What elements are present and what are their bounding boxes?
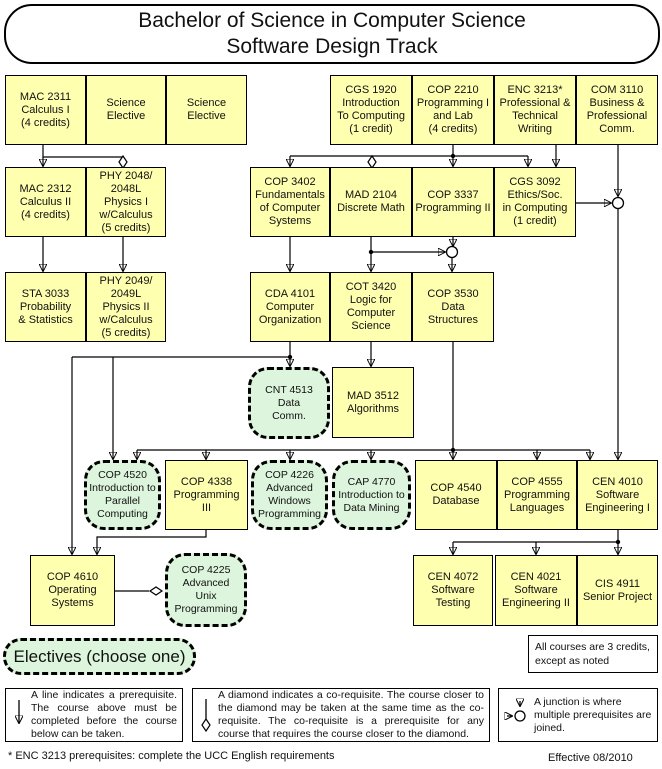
course-box-text: Data (441, 300, 465, 313)
course-box-text: CEN 4072 (427, 571, 479, 583)
course-box-text: MAC 2311 (19, 90, 72, 103)
course-box-text: To Computing (337, 110, 405, 122)
course-box-text: Windows (268, 495, 311, 507)
course-box-text: MAC 2312 (19, 182, 72, 195)
course-box-science-elective-1 (86, 75, 166, 145)
legend-corequisite (192, 688, 490, 742)
legend-junction-text: A junction is where multiple prerequisites are joined. (534, 695, 652, 734)
course-box-science-elective-2 (166, 75, 247, 145)
line-join-dot (616, 540, 620, 544)
course-box-text: Data (277, 396, 301, 409)
course-box-text: COT 3420 (345, 281, 397, 293)
course-box-text: COP 4520 (98, 469, 147, 481)
course-box-text: and Lab (433, 110, 473, 122)
course-box-cen4072 (413, 555, 493, 626)
course-box-text: STA 3033 (21, 287, 70, 300)
course-box-text: CDA 4101 (264, 287, 316, 300)
course-box-text: COP 4225 (181, 564, 231, 576)
course-box-text: Logic for (349, 294, 393, 306)
course-box-cis4911 (577, 555, 658, 626)
course-box-text: Comm. (272, 409, 306, 422)
course-box-cop4610 (30, 555, 115, 626)
corequisite-diamond (150, 587, 162, 595)
course-box-text: Introduction (342, 97, 400, 109)
course-box-text: Elective (187, 110, 226, 122)
credits-note-box (528, 635, 658, 673)
course-box-text: CGS 1920 (345, 84, 397, 96)
course-box-text: Data Mining (343, 501, 400, 514)
course-box-text: COM 3110 (590, 84, 644, 96)
course-box-text: Systems (51, 597, 94, 609)
course-box-cop4226 (251, 460, 328, 530)
line-join-dot (451, 154, 455, 158)
course-box-text: Algorithms (347, 402, 399, 415)
effective-date: Effective 08/2010 (548, 752, 633, 764)
course-box-text: w/Calculus (99, 313, 153, 326)
course-box-text: Advanced (266, 482, 313, 494)
legend-junction (498, 688, 658, 742)
junction-circle (613, 198, 624, 209)
course-box-text: (1 credit) (513, 215, 557, 227)
course-box-text: COP 4555 (511, 475, 563, 488)
junction-circle (447, 247, 458, 258)
course-box-text: Business & (589, 97, 645, 109)
course-box-text: of Computer (259, 202, 321, 214)
course-box-text: (5 credits) (101, 221, 151, 234)
course-box-text: Writing (517, 123, 553, 135)
course-box-text: Technical (512, 110, 558, 122)
course-box-text: Organization (258, 313, 322, 326)
line-join-dot (451, 448, 455, 452)
course-box-cop4338 (165, 460, 248, 530)
course-box-text: Physics II (102, 300, 150, 313)
prerequisite-line (97, 530, 206, 554)
course-box-cop4540 (415, 460, 497, 530)
course-box-cgs3092 (494, 167, 576, 237)
line-join-dot (288, 355, 292, 359)
enc-prerequisite-footnote: * ENC 3213 prerequisites: complete the UCC English requirements (8, 750, 335, 762)
course-box-text: Programming (257, 508, 322, 520)
course-box-cot3420 (330, 272, 412, 342)
course-box-text: Discrete Math (337, 202, 405, 214)
legend-prerequisite (5, 688, 183, 742)
course-box-text: COP 4226 (265, 469, 314, 481)
course-box-text: Science (351, 320, 391, 332)
course-box-text: Professional & (499, 97, 571, 109)
course-box-text: Structures (427, 313, 479, 326)
course-box-text: Science (186, 97, 227, 109)
course-box-text: Elective (106, 110, 146, 122)
line-join-dot (369, 250, 373, 254)
course-box-text: Software (431, 584, 475, 596)
course-box-text: & Statistics (18, 313, 73, 326)
course-box-text: Introduction to (338, 488, 405, 501)
course-box-text: Unix (195, 590, 217, 602)
course-box-text: COP 3337 (427, 189, 479, 201)
course-box-text: Ethics/Soc. (507, 189, 563, 201)
course-box-text: (5 credits) (101, 326, 151, 339)
junction-icon (504, 695, 530, 735)
prerequisite-line (43, 145, 123, 157)
course-box-text: CIS 4911 (594, 577, 641, 590)
course-box-cgs1920 (330, 75, 412, 145)
course-box-text: MAD 2104 (345, 189, 397, 201)
course-box-text: Parallel (104, 495, 141, 507)
course-box-text: ENC 3213* (507, 84, 563, 96)
course-box-text: Engineering II (502, 597, 570, 609)
course-box-text: Languages (509, 501, 565, 514)
course-box-phy2049 (86, 272, 166, 342)
prerequisite-line-icon (11, 695, 27, 735)
course-box-sta3033 (5, 272, 86, 342)
course-box-text: Calculus I (21, 103, 70, 116)
course-box-cop3337 (412, 167, 494, 237)
title-line-2: Software Design Track (226, 35, 438, 58)
course-box-text: (4 credits) (21, 116, 70, 129)
course-box-text: Engineering I (585, 501, 650, 514)
course-box-text: Computer (346, 307, 396, 319)
course-box-text: Programming (503, 488, 571, 501)
course-box-text: Fundamentals (255, 189, 325, 201)
course-box-text: COP 3530 (427, 287, 479, 300)
course-box-cop3530 (412, 272, 494, 342)
course-box-cen4021 (495, 555, 577, 626)
course-box-text: Testing (435, 597, 471, 609)
title-line-1: Bachelor of Science in Computer Science (138, 9, 526, 32)
course-box-cop2210 (412, 75, 494, 145)
course-box-text: CGS 3092 (509, 176, 561, 188)
course-box-text: CNT 4513 (265, 383, 313, 396)
course-box-text: 2048L (110, 182, 142, 195)
course-box-mad2104 (330, 167, 412, 237)
course-box-cap4770 (332, 460, 411, 530)
course-box-cop3402 (250, 167, 330, 237)
course-box-text: Computer (265, 300, 315, 313)
course-box-text: Database (432, 495, 480, 507)
course-box-text: Computing (97, 508, 148, 520)
course-box-text: PHY 2048/ (99, 169, 153, 182)
course-box-mad3512 (332, 367, 414, 438)
course-box-cop4520 (84, 460, 161, 530)
course-box-text: Comm. (599, 123, 635, 135)
credits-note-line-2: except as noted (535, 655, 610, 667)
course-box-text: Calculus II (19, 195, 72, 208)
course-box-text: Software (514, 584, 558, 596)
course-box-text: Programming II (415, 202, 491, 214)
course-box-text: in Computing (502, 202, 568, 214)
course-box-text: Physics I (103, 195, 148, 208)
course-box-text: Operating (48, 584, 97, 596)
course-box-text: CEN 4010 (592, 475, 643, 488)
electives-label: Electives (choose one) (13, 646, 186, 666)
legend-corequisite-text: A diamond indicates a co-requisite. The course closer to the diamond may be taken at the same time as the co-requisite. The co-requisite is a prerequisite for any course that requires the course closer to the diamond. (218, 689, 484, 740)
course-box-text: w/Calculus (99, 208, 153, 221)
electives-choose-one-box (3, 638, 196, 675)
course-box-text: Senior Project (582, 590, 653, 603)
course-box-text: COP 2210 (427, 84, 479, 96)
course-box-text: (4 credits) (21, 208, 70, 221)
legend-prerequisite-text: A line indicates a prerequisite. The course above must be completed before the course below can be taken. (31, 689, 177, 740)
course-box-text: 2049L (110, 287, 142, 300)
credits-note-line-1: All courses are 3 credits, (535, 641, 650, 653)
course-box-text: Science (106, 97, 146, 109)
course-box-mac2312 (5, 167, 86, 237)
course-box-text: (4 credits) (428, 123, 478, 135)
course-box-text: CAP 4770 (347, 475, 396, 488)
course-box-cop4225 (165, 553, 247, 627)
course-box-cnt4513 (248, 367, 330, 439)
course-box-text: Advanced (182, 577, 230, 589)
course-box-enc3213 (494, 75, 576, 145)
course-box-text: Introduction to (89, 482, 156, 494)
course-box-text: COP 4540 (430, 482, 482, 494)
course-box-text: III (201, 501, 212, 514)
course-box-text: Systems (268, 215, 312, 227)
course-box-text: Probability (19, 300, 72, 313)
course-box-cen4010 (577, 460, 658, 530)
course-box-text: Programming (173, 488, 240, 501)
course-box-text: Software (595, 488, 640, 501)
course-box-mac2311 (5, 75, 86, 145)
course-box-text: COP 3402 (264, 176, 316, 188)
course-box-text: (1 credit) (349, 123, 393, 135)
course-box-phy2048 (86, 167, 166, 237)
course-box-text: MAD 3512 (347, 389, 399, 402)
course-box-cda4101 (250, 272, 330, 342)
course-box-text: COP 4338 (180, 475, 233, 488)
course-box-text: CEN 4021 (510, 571, 562, 583)
corequisite-diamond-icon (198, 693, 214, 737)
course-box-text: COP 4610 (46, 571, 99, 583)
course-box-text: PHY 2049/ (99, 274, 153, 287)
course-box-text: Programming I (416, 97, 490, 109)
course-box-text: Programming (174, 603, 238, 615)
course-box-com3110 (576, 75, 658, 145)
course-box-cop4555 (497, 460, 577, 530)
course-box-text: Professional (586, 110, 648, 122)
